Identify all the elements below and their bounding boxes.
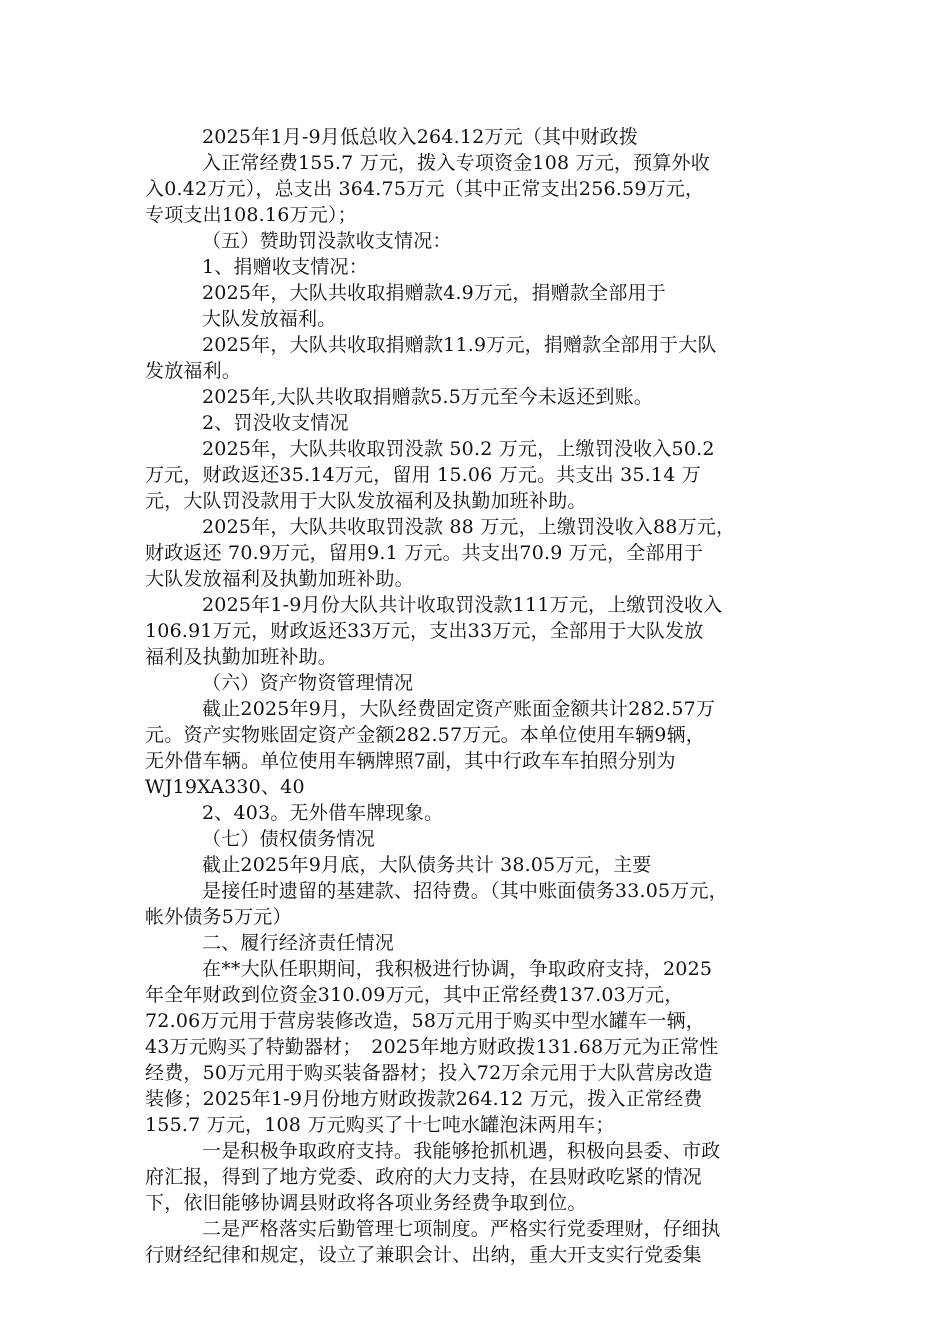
text-line: 106.91万元，财政返还33万元，支出33万元，全部用于大队发放 [145,620,704,642]
text-line: 年全年财政到位资金310.09万元，其中正常经费137.03万元， [145,984,684,1006]
text-line: 元，大队罚没款用于大队发放福利及执勤加班补助。 [145,490,587,512]
text-line: 截止2025年9月底，大队债务共计 38.05万元，主要 [202,854,652,876]
text-line: 经费，50万元用于购买装备器材；投入72万余元用于大队营房改造 [145,1062,713,1084]
text-line: 大队发放福利。 [202,308,337,330]
text-line: 入正常经费155.7 万元，拨入专项资金108 万元，预算外收 [202,152,710,174]
text-line: 是接任时遗留的基建款、招待费。（其中账面债务33.05万元， [202,880,728,902]
text-line: 装修；2025年1-9月份地方财政拨款264.12 万元，拨入正常经费 [145,1088,703,1110]
text-line: 2025年,大队共收取捐赠款5.5万元至今未返还到账。 [202,386,654,408]
text-line: 2025年1-9月份大队共计收取罚没款111万元，上缴罚没收入 [202,594,723,616]
text-line: 2025年，大队共收取罚没款 50.2 万元，上缴罚没收入50.2 [202,438,715,460]
text-line: 155.7 万元，108 万元购买了十七吨水罐泡沫两用车； [145,1114,615,1136]
text-line: 截止2025年9月，大队经费固定资产账面金额共计282.57万 [202,698,716,720]
subsection-heading: 1、捐赠收支情况： [202,256,368,278]
text-line: 专项支出108.16万元）； [145,204,357,226]
text-line: 2025年1月-9月低总收入264.12万元（其中财政拨 [202,126,639,148]
section-heading: （六）资产物资管理情况 [202,672,414,694]
section-heading: （七）债权债务情况 [202,828,375,850]
text-line: 府汇报，得到了地方党委、政府的大力支持，在县财政吃紧的情况 [145,1166,702,1188]
section-heading: （五）赞助罚没款收支情况： [202,230,452,252]
text-line: 大队发放福利及执勤加班补助。 [145,568,414,590]
text-line: 入0.42万元），总支出 364.75万元（其中正常支出256.59万元， [145,178,705,200]
text-line: WJ19XA330、40 [145,776,305,798]
text-line: 在**大队任职期间，我积极进行协调，争取政府支持，2025 [202,958,713,980]
text-line: 财政返还 70.9万元，留用9.1 万元。共支出70.9 万元，全部用于 [145,542,704,564]
text-line: 下，依旧能够协调县财政将各项业务经费争取到位。 [145,1192,587,1214]
text-line: 一是积极争取政府支持。我能够抢抓机遇，积极向县委、市政 [202,1140,721,1162]
text-line: 2、403。无外借车牌现象。 [202,802,444,824]
text-line: 元。资产实物账固定资产金额282.57万元。本单位使用车辆9辆， [145,724,705,746]
text-line: 2025年，大队共收取捐赠款11.9万元，捐赠款全部用于大队 [202,334,717,356]
text-line: 2025年，大队共收取罚没款 88 万元，上缴罚没收入88万元， [202,516,736,538]
text-line: 帐外债务5万元） [145,906,292,928]
text-line: 二是严格落实后勤管理七项制度。严格实行党委理财，仔细执 [202,1218,721,1240]
text-line: 行财经纪律和规定，设立了兼职会计、出纳，重大开支实行党委集 [145,1244,702,1266]
text-line: 福利及执勤加班补助。 [145,646,338,668]
text-line: 万元，财政返还35.14万元，留用 15.06 万元。共支出 35.14 万 [145,464,701,486]
text-line: 无外借车辆。单位使用车辆牌照7副，其中行政车车拍照分别为 [145,750,676,772]
subsection-heading: 2、罚没收支情况 [202,412,349,434]
text-line: 2025年，大队共收取捐赠款4.9万元，捐赠款全部用于 [202,282,666,304]
text-line: 72.06万元用于营房装修改造，58万元用于购买中型水罐车一辆， [145,1010,705,1032]
section-heading: 二、履行经济责任情况 [202,932,395,954]
text-line: 发放福利。 [145,360,242,382]
text-line: 43万元购买了特勤器材； 2025年地方财政拨131.68万元为正常性 [145,1036,719,1058]
